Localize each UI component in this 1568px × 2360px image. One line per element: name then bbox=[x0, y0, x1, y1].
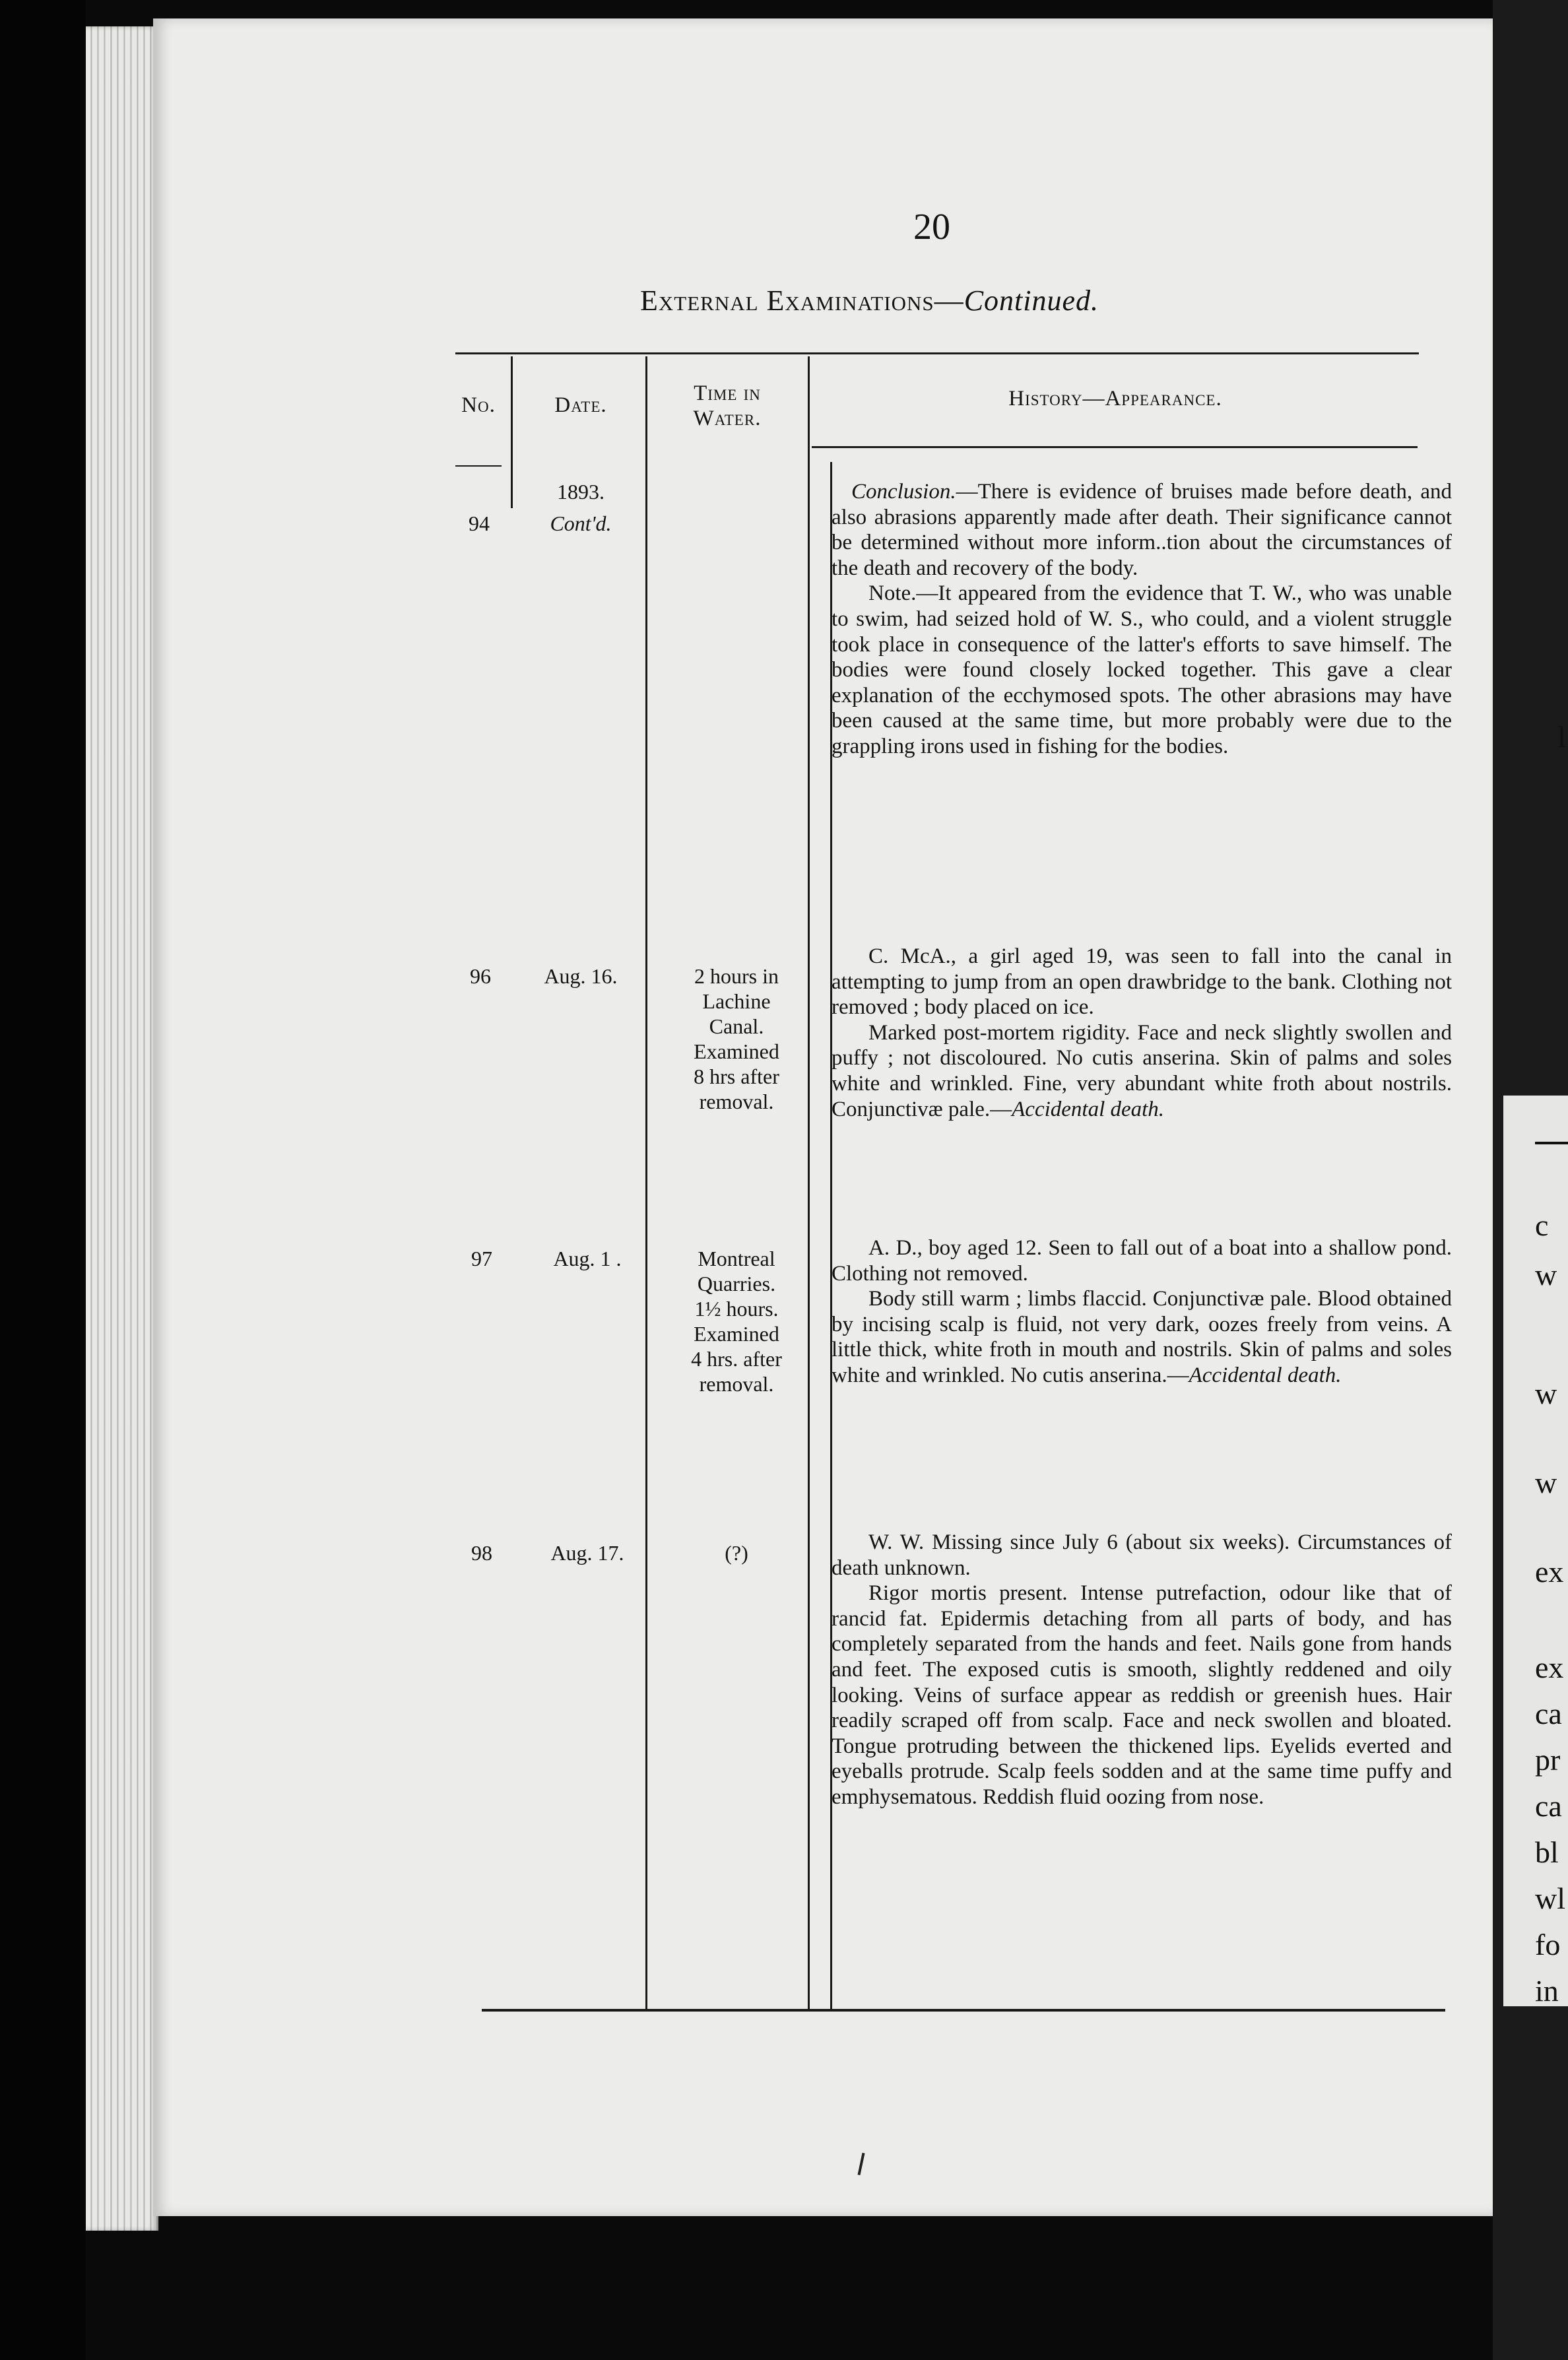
table-top-rule bbox=[455, 352, 1419, 354]
header-rule bbox=[812, 446, 1418, 448]
entry-history bbox=[832, 1530, 1452, 1810]
column-header-no: No. bbox=[461, 393, 496, 417]
entry-number: 96 bbox=[470, 964, 491, 988]
history-text: —There is evidence of bruises made before death, and also abrasions apparently made after death. Their significance cannot be determined without more inform..tion about the circumstances of the death and recovery of the body. bbox=[832, 480, 1452, 580]
facing-fragment: c bbox=[1535, 1208, 1549, 1242]
facing-fragment: in bbox=[1535, 1974, 1559, 2008]
facing-fragment: ca bbox=[1535, 1789, 1562, 1823]
facing-fragment: ca bbox=[1535, 1697, 1562, 1730]
facing-fragment: ex bbox=[1535, 1651, 1564, 1684]
entry-history bbox=[832, 1235, 1452, 1389]
header-rule-no bbox=[455, 465, 502, 467]
section-title bbox=[640, 284, 1099, 317]
history-text: Body still warm ; limbs flaccid. Conjunctivæ pale. Blood obtained by incising scalp is fluid, not very dark, oozes freely from veins. A little thick, white froth in mouth and nostrils. Skin of palms and soles white and wrinkled. No cutis anserina.— bbox=[832, 1287, 1452, 1387]
facing-fragment: wl bbox=[1535, 1882, 1565, 1915]
history-text: W. W. Missing since July 6 (about six weeks). Circumstances of death unknown. bbox=[832, 1530, 1452, 1580]
history-paragraph bbox=[832, 1530, 1452, 1581]
verdict: Accidental death. bbox=[1189, 1363, 1342, 1387]
facing-fragment: w bbox=[1535, 1258, 1557, 1292]
column-divider bbox=[645, 356, 647, 2009]
column-divider bbox=[511, 356, 513, 508]
history-paragraph bbox=[832, 581, 1452, 759]
column-header-time-in-water: Time in Water. bbox=[693, 381, 762, 430]
facing-fragment: w bbox=[1535, 1377, 1557, 1410]
entry-date: Aug. 17. bbox=[550, 1541, 624, 1565]
facing-fragment: l bbox=[1557, 720, 1566, 754]
history-text: C. McA., a girl aged 19, was seen to fall into the canal in attempting to jump from an open drawbridge to the bank. Clothing not removed ; body placed on ice. bbox=[832, 944, 1452, 1020]
history-text: A. D., boy aged 12. Seen to fall out of a boat into a shallow pond. Clothing not removed. bbox=[832, 1236, 1452, 1286]
entry-history bbox=[832, 944, 1452, 1122]
scan-border-left bbox=[0, 0, 86, 2360]
facing-fragment: pr bbox=[1535, 1743, 1561, 1777]
entry-date: Aug. 16. bbox=[544, 964, 618, 988]
history-paragraph bbox=[832, 944, 1452, 1020]
table-bottom-rule bbox=[482, 2009, 1445, 2012]
entry-time-in-water: 2 hours in Lachine Canal. Examined 8 hrs after removal. bbox=[694, 964, 779, 1113]
history-text: Note.—It appeared from the evidence that T. W., who was unable to swim, had seized hold of W. S., who could, and a violent struggle took place in consequence of the latter's efforts to save himself. The bodies were found closely locked together. This gave a clear explanation of the ecchymosed spots. The other abrasions may have been caused at the same time, but more probably were due to the grappling irons used in fishing for the bodies. bbox=[832, 581, 1452, 758]
entry-time-in-water: Montreal Quarries. 1½ hours. Examined 4 hrs. after removal. bbox=[691, 1247, 782, 1396]
history-text: Marked post-mortem rigidity. Face and neck slightly swollen and puffy ; not discoloured. No cutis anserina. Skin of palms and soles white and wrinkled. Fine, very abundant white froth about nostrils. Conjunctivæ pale.— bbox=[832, 1020, 1452, 1121]
section-title-continued: Continued. bbox=[964, 284, 1099, 317]
history-paragraph bbox=[832, 1020, 1452, 1122]
entry-date: Aug. 1 . bbox=[553, 1247, 622, 1270]
history-paragraph bbox=[832, 1235, 1452, 1286]
facing-rule bbox=[1535, 1142, 1568, 1144]
conclusion-label: Conclusion. bbox=[851, 480, 956, 504]
verdict: Accidental death. bbox=[1012, 1097, 1165, 1121]
entry-number: 98 bbox=[471, 1541, 492, 1565]
entry-number: 97 bbox=[471, 1247, 492, 1270]
entry-date: Cont'd. bbox=[550, 511, 612, 535]
section-title-main: External Examinations— bbox=[640, 284, 964, 317]
column-divider bbox=[808, 356, 810, 2009]
facing-fragment: ex bbox=[1535, 1555, 1564, 1589]
page-edges bbox=[86, 26, 158, 2231]
history-paragraph bbox=[832, 1286, 1452, 1388]
entry-number: 94 bbox=[469, 511, 490, 535]
entry-year: 1893. bbox=[557, 480, 604, 504]
facing-fragment: fo bbox=[1535, 1928, 1561, 1961]
column-header-date: Date. bbox=[554, 393, 607, 417]
entry-time-in-water: (?) bbox=[725, 1541, 748, 1565]
page-number: 20 bbox=[913, 207, 950, 247]
entry-history bbox=[832, 479, 1452, 760]
history-paragraph bbox=[832, 479, 1452, 581]
column-header-history: History—Appearance. bbox=[1008, 387, 1222, 410]
history-paragraph bbox=[832, 1581, 1452, 1810]
facing-fragment: bl bbox=[1535, 1835, 1559, 1869]
history-text: Rigor mortis present. Intense putrefaction, odour like that of rancid fat. Epidermis detaching from all parts of body, and has completely separated from the hands and feet. Nails gone from hands and feet. The exposed cutis is smooth, slightly reddened and oily looking. Veins of surface appear as reddish or greenish hues. Hair readily scraped off from scalp. Face and neck swollen and bloated. Tongue protruding between the thickened lips. Eyelids everted and eyeballs protrude. Scalp feels sodden and at the same time puffy and emphysematous. Reddish fluid oozing from nose. bbox=[832, 1581, 1452, 1809]
facing-fragment: w bbox=[1535, 1466, 1557, 1499]
